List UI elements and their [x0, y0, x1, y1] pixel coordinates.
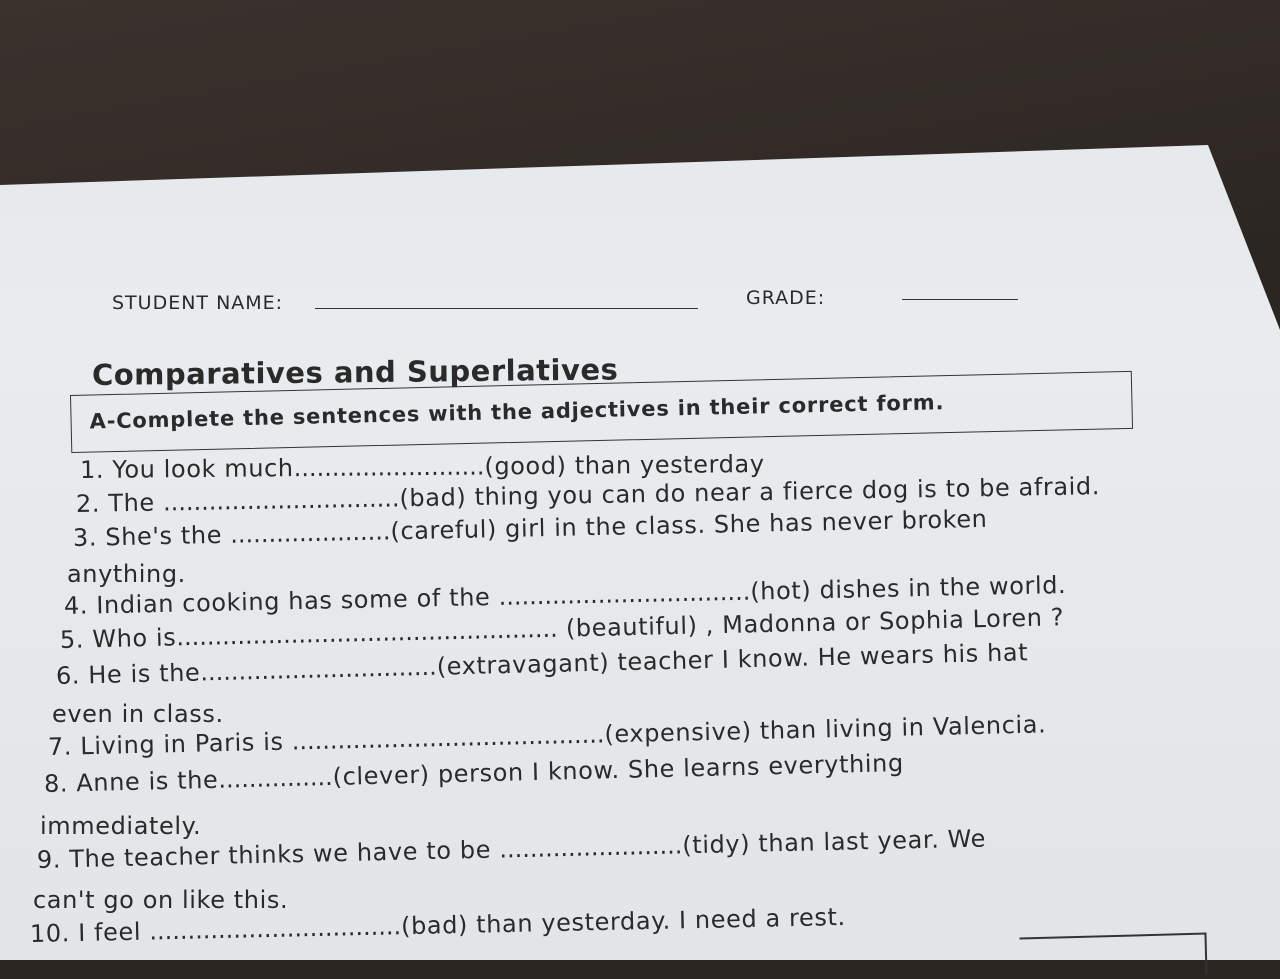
grade-line — [902, 299, 1018, 300]
item-suffix: (bad) than yesterday. I need a rest. — [400, 902, 846, 941]
item-prefix: 2. The — [75, 488, 164, 518]
item-continuation: immediately. — [40, 812, 202, 840]
item-suffix: (hot) dishes in the world. — [749, 571, 1067, 606]
item-prefix: 5. Who is — [59, 623, 177, 654]
item-prefix: 10. I feel — [29, 917, 150, 948]
item-suffix: (careful) girl in the class. She has never broken — [390, 504, 988, 546]
item-continuation: even in class. — [52, 700, 224, 728]
item-continuation: anything. — [67, 560, 186, 588]
item-suffix: (extravagant) teacher I know. He wears his hat — [436, 638, 1029, 681]
item-prefix: 1. You look much — [79, 454, 294, 484]
answer-blank: ......................................... — [291, 720, 605, 756]
item-suffix: (good) than yesterday — [484, 450, 765, 481]
item-prefix: 4. Indian cooking has some of the — [63, 582, 499, 620]
answer-blank: .................................................. — [176, 614, 559, 652]
answer-blank: ........................ — [498, 831, 683, 864]
item-prefix: 6. He is the — [55, 658, 201, 690]
item-prefix: 8. Anne is the — [43, 765, 219, 798]
answer-blank: ................................. — [498, 577, 751, 611]
answer-blank: ..................... — [229, 517, 391, 549]
answer-blank: ............................... — [199, 652, 438, 687]
instruction-text: A-Complete the sentences with the adjectives in their correct form. — [89, 390, 945, 434]
item-continuation: can't go on like this. — [33, 886, 289, 914]
student-name-label: STUDENT NAME: — [112, 292, 284, 314]
item-suffix: (clever) person I know. She learns everything — [332, 748, 905, 791]
item-prefix: 7. Living in Paris is — [47, 727, 293, 761]
worksheet-title: Comparatives and Superlatives — [91, 352, 619, 392]
item-suffix: (beautiful) , Madonna or Sophia Loren ? — [557, 603, 1065, 643]
answer-blank: ................................. — [149, 912, 402, 946]
item-suffix: (tidy) than last year. We — [681, 824, 987, 860]
item-prefix: 3. She's the — [72, 520, 231, 552]
student-name-line — [315, 308, 698, 309]
answer-blank: ............................... — [162, 484, 400, 517]
grade-label: GRADE: — [746, 287, 826, 309]
answer-blank: ............... — [217, 762, 334, 794]
item-suffix: (bad) thing you can do near a fierce dog is to be afraid. — [399, 472, 1101, 513]
next-section-box — [1019, 933, 1207, 979]
item-suffix: (expensive) than living in Valencia. — [604, 710, 1047, 749]
item-prefix: 9. The teacher thinks we have to be — [36, 835, 500, 874]
answer-blank: ......................... — [293, 452, 485, 483]
